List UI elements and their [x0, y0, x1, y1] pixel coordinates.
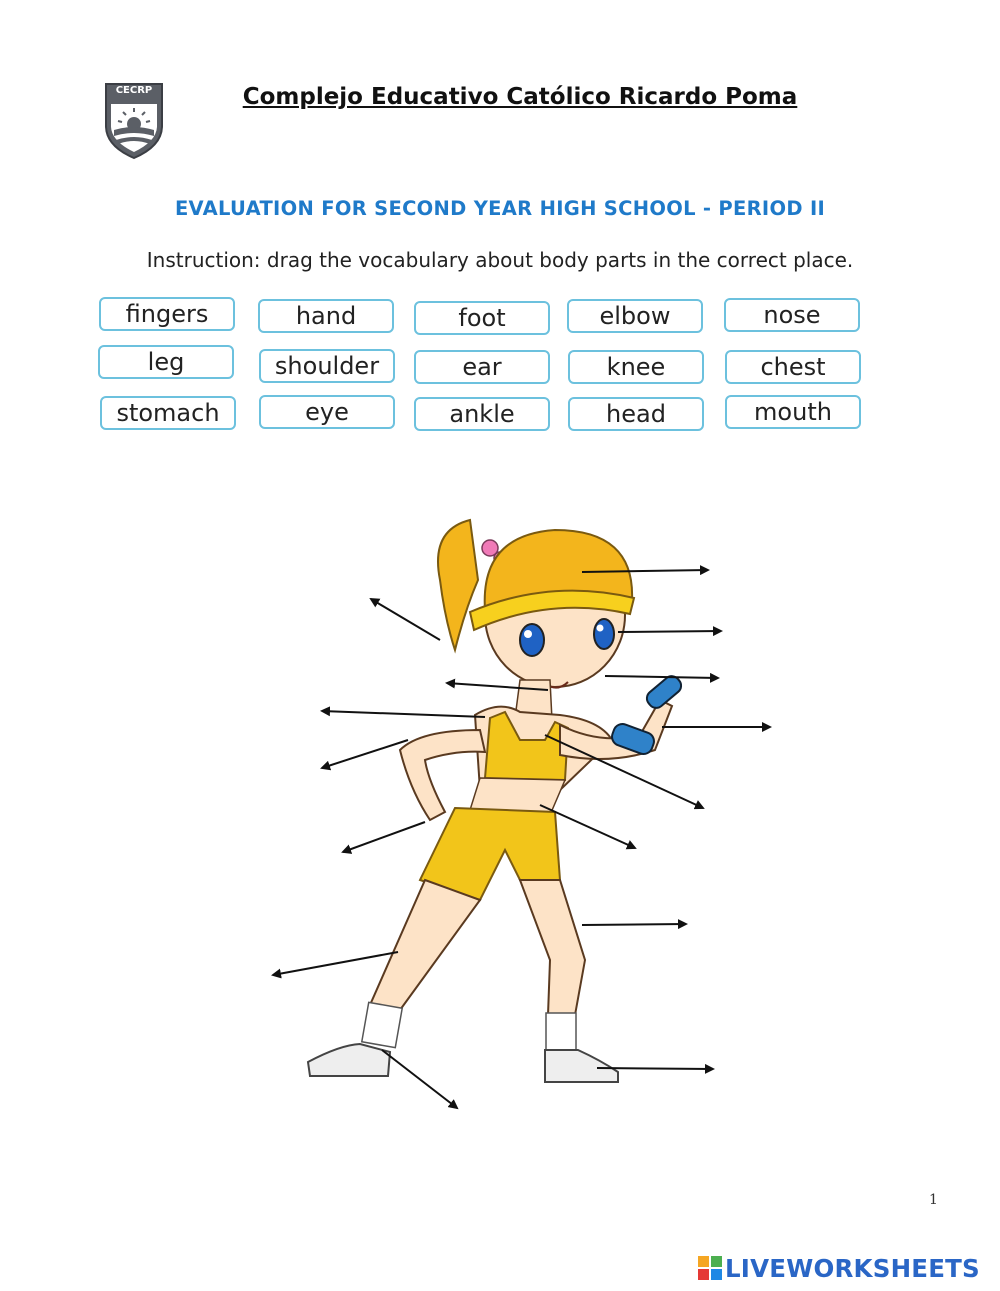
- logo-text: CECRP: [115, 85, 153, 96]
- word-card-knee[interactable]: knee: [568, 350, 704, 384]
- word-card-hand[interactable]: hand: [258, 299, 394, 333]
- word-card-mouth[interactable]: mouth: [725, 395, 861, 429]
- word-card-leg[interactable]: leg: [98, 345, 234, 379]
- word-card-shoulder[interactable]: shoulder: [259, 349, 395, 383]
- word-card-stomach[interactable]: stomach: [100, 396, 236, 430]
- brand-text: LIVEWORKSHEETS: [725, 1253, 980, 1283]
- word-card-foot[interactable]: foot: [414, 301, 550, 335]
- liveworksheets-logo-icon: [698, 1256, 722, 1280]
- page-number: 1: [929, 1192, 938, 1208]
- word-card-chest[interactable]: chest: [725, 350, 861, 384]
- instruction-text: Instruction: drag the vocabulary about body parts in the correct place.: [146, 248, 854, 272]
- word-card-fingers[interactable]: fingers: [99, 297, 235, 331]
- word-card-elbow[interactable]: elbow: [567, 299, 703, 333]
- word-card-head[interactable]: head: [568, 397, 704, 431]
- word-card-nose[interactable]: nose: [724, 298, 860, 332]
- liveworksheets-brand[interactable]: [698, 1253, 980, 1283]
- word-card-eye[interactable]: eye: [259, 395, 395, 429]
- evaluation-title: EVALUATION FOR SECOND YEAR HIGH SCHOOL - PERIOD II: [174, 197, 826, 220]
- school-name-heading: Complejo Educativo Católico Ricardo Poma: [242, 84, 798, 110]
- word-card-ankle[interactable]: ankle: [414, 397, 550, 431]
- word-card-ear[interactable]: ear: [414, 350, 550, 384]
